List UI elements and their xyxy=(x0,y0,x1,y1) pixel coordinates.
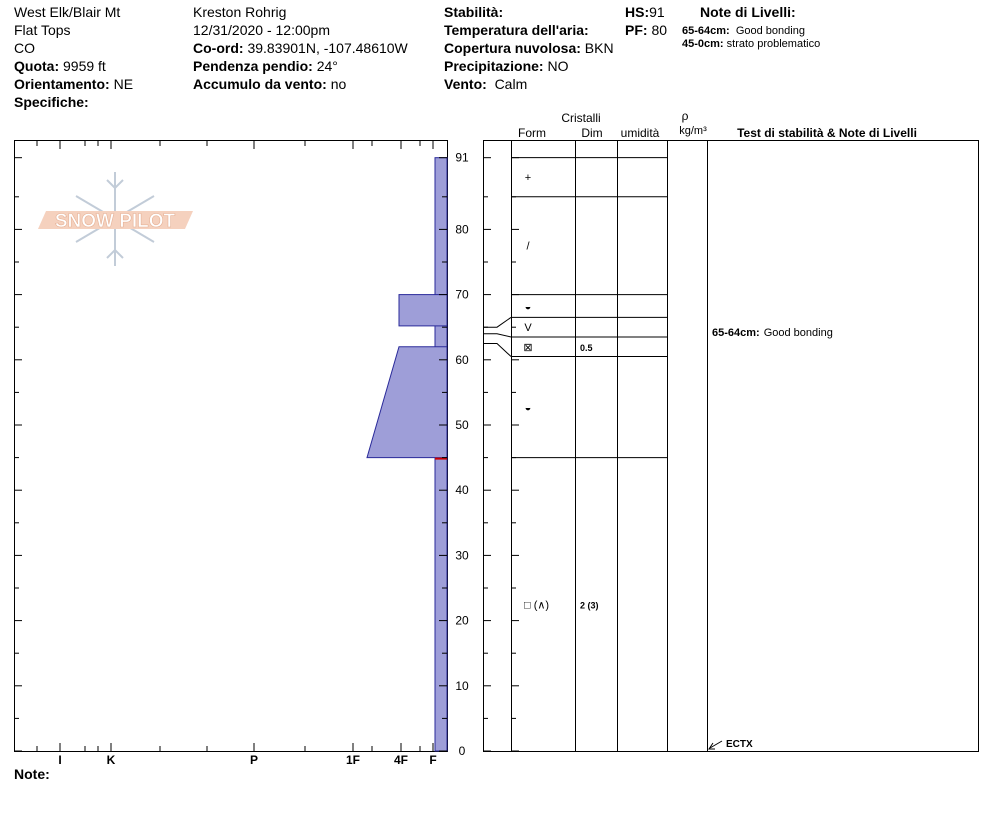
state-name: CO xyxy=(14,40,35,56)
aspect-field: Orientamento: NE xyxy=(14,76,134,92)
pf-field: PF: 80 xyxy=(625,22,668,38)
air-temp-label: Temperatura dell'aria: xyxy=(444,22,589,38)
depth-tick-label: 0 xyxy=(458,744,466,758)
hardness-label: K xyxy=(106,753,116,767)
snowpilot-logo xyxy=(38,172,193,266)
hardness-profile xyxy=(367,158,447,751)
layer-form-symbol: □ (∧) xyxy=(524,599,550,612)
logo-text: SNOW PILOT xyxy=(54,211,176,232)
layer-form-symbol: ⊠ xyxy=(523,341,533,354)
depth-tick-label: 50 xyxy=(455,418,469,432)
layer-form-symbol: ◒ xyxy=(524,402,532,415)
range-name: West Elk/Blair Mt xyxy=(14,4,121,20)
area-name: Flat Tops xyxy=(14,22,71,38)
density-header: kg/m³ xyxy=(679,125,707,137)
tests-header: Test di stabilità & Note di Livelli xyxy=(737,126,917,140)
test-result-label: ECTX xyxy=(726,739,753,750)
layer-connector xyxy=(483,344,511,357)
layer-form-symbol: ◒ xyxy=(524,301,532,314)
layer-table-frame xyxy=(484,141,979,752)
layer-form-symbol: V xyxy=(524,322,532,335)
moisture-header: umidità xyxy=(620,126,660,140)
depth-tick-label: 91 xyxy=(455,150,469,165)
elevation-field: Quota: 9959 ft xyxy=(14,58,106,74)
test-result-marker xyxy=(709,739,753,750)
notes-label: Note: xyxy=(14,766,50,782)
stability-label: Stabilità: xyxy=(444,4,504,20)
layer-connector xyxy=(483,334,511,337)
depth-tick-label: 70 xyxy=(455,287,469,302)
layer-note-2: 45-0cm: strato problematico xyxy=(682,38,821,50)
hardness-label: 4F xyxy=(393,753,409,767)
wind-loading-field: Accumulo da vento: no xyxy=(193,76,347,92)
layer-size: 0.5 xyxy=(580,342,593,353)
rho-header: ρ xyxy=(681,109,689,123)
layer-form-symbol: / xyxy=(526,240,530,253)
hardness-label: F xyxy=(429,753,437,767)
depth-tick-label: 10 xyxy=(455,678,469,693)
hardness-label: 1F xyxy=(345,753,361,767)
hs-field: HS:91 xyxy=(625,4,665,20)
observer-name: Kreston Rohrig xyxy=(193,4,287,20)
layer-notes-title: Note di Livelli: xyxy=(700,4,796,20)
size-header: Dim xyxy=(581,126,603,140)
cloud-field: Copertura nuvolosa: BKN xyxy=(444,40,614,56)
profile-layer-70-65 xyxy=(399,295,447,326)
depth-tick-label: 40 xyxy=(455,483,469,498)
crystals-header: Cristalli xyxy=(561,111,601,125)
wind-field: Vento: Calm xyxy=(444,76,528,92)
depth-tick-label: 60 xyxy=(455,352,469,367)
datetime: 12/31/2020 - 12:00pm xyxy=(193,22,330,38)
hardness-label: P xyxy=(249,753,259,767)
precip-field: Precipitazione: NO xyxy=(444,58,569,74)
coords-field: Co-ord: 39.83901N, -107.48610W xyxy=(193,40,408,56)
test-note: 65-64cm: Good bonding xyxy=(712,327,833,339)
form-header: Form xyxy=(518,126,546,140)
layer-size: 2 (3) xyxy=(580,600,599,611)
slope-field: Pendenza pendio: 24° xyxy=(193,58,338,74)
layer-note-1: 65-64cm: Good bonding xyxy=(682,25,805,37)
specifics-label: Specifiche: xyxy=(14,94,89,110)
layer-form-symbol: + xyxy=(524,172,532,185)
depth-tick-label: 80 xyxy=(455,222,469,237)
depth-tick-label: 30 xyxy=(455,548,469,563)
layer-connector xyxy=(483,317,511,327)
hardness-label: I xyxy=(58,753,62,767)
depth-tick-label: 20 xyxy=(455,613,469,628)
profile-layer-62-45 xyxy=(367,347,447,458)
